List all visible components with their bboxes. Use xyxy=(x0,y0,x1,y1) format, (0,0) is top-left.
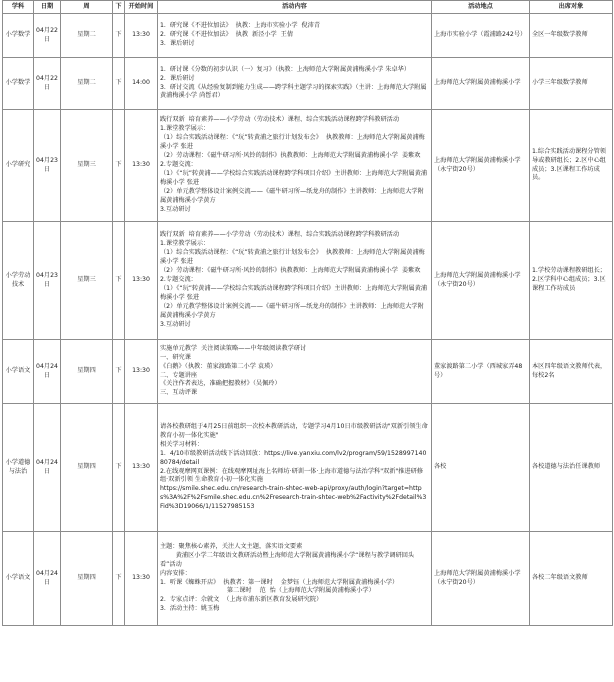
cell-subject: 小学劳动技术 xyxy=(3,222,34,340)
content-line: （1）综合实践活动课程：《“玩”转黄浦之旅行计划发布会》 执教教师：上海师范大学附属黄浦梅溪小学 张进 xyxy=(160,134,425,151)
header-subject: 学科 xyxy=(3,1,34,14)
cell-weekday: 星期二 xyxy=(61,14,113,58)
content-line: 三、互动评课 xyxy=(160,389,198,397)
content-line: （1）综合实践活动课程：《“玩”转黄浦之旅行计划发布会》 执教教师：上海师范大学附属黄浦梅溪小学 张进 xyxy=(160,249,425,266)
cell-place: 上海市实验小学（霞浦路242号） xyxy=(432,14,530,58)
content-line: 《关注作者表达，准确把握教材》（吴佩玲） xyxy=(160,380,281,388)
cell-place: 上海师范大学附属黄浦梅溪小学（永宁街20号） xyxy=(432,532,530,626)
content-line: 《白鹅》（执教：董家渡路第二小学 袁瑛） xyxy=(160,362,277,370)
cell-content xyxy=(158,110,432,222)
cell-audience: 各校道德与法治任课教师 xyxy=(530,404,613,532)
cell-half: 下 xyxy=(113,404,125,532)
content-line: 2.专题交流： xyxy=(160,161,197,168)
content-line: 实施单元教学 关注阅读策略——中年级阅读教学研讨 xyxy=(160,344,307,352)
cell-weekday: 星期二 xyxy=(61,58,113,110)
content-line: 1.课堂教学展示： xyxy=(160,240,210,248)
cell-subject: 小学研究 xyxy=(3,110,34,222)
cell-subject: 小学语文 xyxy=(3,532,34,626)
content-line: （2）单元教学整体设计案例交流——《磁牛研习所—纸龙舟的制作》主讲教师：上海师范大学附属黄浦梅溪小学黄方 xyxy=(160,302,424,319)
content-line: 1. 研讨课《分数的初步认识（一）复习》（执教：上海师范大学附属黄浦梅溪小学 朱卓华） xyxy=(160,65,411,73)
content-line: 2.在线观摩网页课例：在线观摩网址海上名师坊·研训一体·上海市道德与法治学科"双新"推进研修组·双新引领 生命教育小初一体化实施 xyxy=(160,467,424,484)
cell-weekday: 星期四 xyxy=(61,340,113,404)
content-line: 二、专题讲座 xyxy=(160,371,198,379)
cell-half: 下 xyxy=(113,532,125,626)
table-row xyxy=(3,110,613,222)
cell-time: 13:30 xyxy=(125,222,158,340)
cell-content xyxy=(158,14,432,58)
content-line: 一、研究课 xyxy=(160,353,191,361)
cell-time: 13:30 xyxy=(125,14,158,58)
cell-place: 上海师范大学附属黄浦梅溪小学（永宁街20号） xyxy=(432,222,530,340)
cell-subject: 小学语文 xyxy=(3,340,34,404)
content-line: 2. 研究课《不进位加法》 执教 新泾小学 王倩 xyxy=(160,31,294,38)
content-line: （1）《“玩”转黄浦——学校综合实践活动课程跨学科项目介绍》主讲教师：上海师范大学附属黄浦梅溪小学 张进 xyxy=(160,284,428,301)
table-row xyxy=(3,532,613,626)
content-line: https://smile.shec.edu.cn/research-train-shtec-web-api/proxy/auth/login?target=https%3A%2F%2Fsmile.shec.edu.cn%2Fresearch-train-shtec-web%2Factivity%2Fdetail%3Fid%3D19066/1/11527985153 xyxy=(160,485,427,511)
content-line: 3. 研讨交流《从经验复制到能力生成——跨学科主题学习的探索实践》（主讲：上海师范大学附属黄浦梅溪小学 尚皙君） xyxy=(160,83,427,100)
cell-audience: 1.学校劳动课程教研组长；2.区学科中心组成员；3.区课程工作坊成员 xyxy=(530,222,613,340)
content-line: 1. 4/10市级教研活动线下活动回放：https://live.yanxiu.com/lv2/program/59/1528997140 80784/detail xyxy=(160,449,429,466)
cell-date: 04月24日 xyxy=(34,340,61,404)
content-line: 1.课堂教学展示： xyxy=(160,125,210,133)
cell-time: 13:30 xyxy=(125,532,158,626)
header-date: 日期 xyxy=(34,1,61,14)
cell-date: 04月24日 xyxy=(34,532,61,626)
cell-half: 下 xyxy=(113,14,125,58)
cell-place: 各校 xyxy=(432,404,530,532)
content-line: 第二课时 范 怡（上海师范大学附属黄浦梅溪小学） xyxy=(160,587,375,595)
cell-time: 13:30 xyxy=(125,110,158,222)
cell-date: 04月23日 xyxy=(34,110,61,222)
content-line: 践行双新 培育素养——小学劳动（劳动技术）课程、综合实践活动课程跨学科教研活动 xyxy=(160,116,400,124)
cell-time: 13:30 xyxy=(125,340,158,404)
schedule-table xyxy=(2,0,613,626)
cell-date: 04月22日 xyxy=(34,58,61,110)
cell-time: 13:30 xyxy=(125,404,158,532)
table-row xyxy=(3,340,613,404)
content-line: 践行双新 培育素养——小学劳动（劳动技术）课程、综合实践活动课程跨学科教研活动 xyxy=(160,231,400,239)
content-line: （2）劳动课程：《磁牛研习所·风铃的制作》执教教师：上海师范大学附属黄浦梅溪小学 姜紫欢 xyxy=(160,267,421,275)
content-line: 3.互动研讨 xyxy=(160,205,191,213)
cell-weekday: 星期四 xyxy=(61,532,113,626)
cell-audience: 各校二年级语文教师 xyxy=(530,532,613,626)
header-half: 下 xyxy=(113,1,125,14)
header-place: 活动地点 xyxy=(432,1,530,14)
cell-place: 上海师范大学附属黄浦梅溪小学（永宁街20号） xyxy=(432,110,530,222)
schedule-body xyxy=(3,14,613,626)
header-time: 开始时间 xyxy=(125,1,158,14)
content-line: 相关学习材料： xyxy=(160,440,204,448)
table-row xyxy=(3,14,613,58)
cell-audience: 全区一年级数学教师 xyxy=(530,14,613,58)
content-line: 请各校教研组于4月25日前组织一次校本教研活动，专题学习4月10日市级教研活动"双新引领生命教育小初一体化实施" xyxy=(160,422,428,439)
cell-time: 14:00 xyxy=(125,58,158,110)
cell-content xyxy=(158,340,432,404)
cell-date: 04月24日 xyxy=(34,404,61,532)
cell-content xyxy=(158,222,432,340)
cell-content xyxy=(158,532,432,626)
header-row xyxy=(3,1,613,14)
cell-date: 04月23日 xyxy=(34,222,61,340)
table-row xyxy=(3,404,613,532)
content-line: （2）劳动课程：《磁牛研习所·风铃的制作》执教教师：上海师范大学附属黄浦梅溪小学 姜紫欢 xyxy=(160,152,421,160)
content-line: 3.互动研讨 xyxy=(160,320,191,328)
cell-place: 董家渡路第二小学（西城家弄48号） xyxy=(432,340,530,404)
cell-weekday: 星期三 xyxy=(61,222,113,340)
cell-half: 下 xyxy=(113,222,125,340)
cell-place: 上海师范大学附属黄浦梅溪小学 xyxy=(432,58,530,110)
cell-weekday: 星期三 xyxy=(61,110,113,222)
cell-weekday: 星期四 xyxy=(61,404,113,532)
content-line: 内容安排： xyxy=(160,569,191,577)
table-row xyxy=(3,222,613,340)
cell-content xyxy=(158,404,432,532)
content-line: 1. 听课《蜘蛛开店》 执教者：第一课时 金梦钰（上海师范大学附属黄浦梅溪小学） xyxy=(160,578,399,586)
cell-audience: 小学三年级数学教师 xyxy=(530,58,613,110)
table-row xyxy=(3,58,613,110)
content-line: 黄浦区小学二年级语文教研活动暨上海师范大学附属黄浦梅溪小学“课程与教学调研回头看”活动 xyxy=(160,551,415,568)
content-line: （1）《“玩”转黄浦——学校综合实践活动课程跨学科项目介绍》主讲教师：上海师范大学附属黄浦梅溪小学 张进 xyxy=(160,169,428,186)
cell-subject: 小学道德与法治 xyxy=(3,404,34,532)
cell-date: 04月22日 xyxy=(34,14,61,58)
cell-half: 下 xyxy=(113,110,125,222)
content-line: 2.专题交流： xyxy=(160,276,197,283)
content-line: 主题：聚焦核心素养，关注人文主题，落实语文要素 xyxy=(160,542,303,550)
cell-half: 下 xyxy=(113,58,125,110)
header-audience: 出席对象 xyxy=(530,1,613,14)
cell-audience: 1.综合实践活动课程分管领导或教研组长；2.区中心组成员；3.区课程工作坊成员。 xyxy=(530,110,613,222)
content-line: 2. 专家点评：佘就文 （上海市浦东新区教育发展研究院） xyxy=(160,596,323,604)
cell-half: 下 xyxy=(113,340,125,404)
cell-audience: 本区四年级语文教师代表，每校2名 xyxy=(530,340,613,404)
cell-content xyxy=(158,58,432,110)
cell-subject: 小学数学 xyxy=(3,14,34,58)
content-line: 1. 研究课《不进位加法》 执教：上海市实验小学 倪沛青 xyxy=(160,22,321,30)
header-weekday: 周 xyxy=(61,1,113,14)
cell-subject: 小学数学 xyxy=(3,58,34,110)
content-line: 2. 课后研讨 xyxy=(160,74,195,82)
content-line: 3. 活动主持：姚玉梅 xyxy=(160,605,220,613)
content-line: 3. 课后研讨 xyxy=(160,39,195,47)
header-content: 活动内容 xyxy=(158,1,432,14)
content-line: （2）单元教学整体设计案例交流——《磁牛研习所—纸龙舟的制作》主讲教师：上海师范大学附属黄浦梅溪小学黄方 xyxy=(160,187,424,204)
